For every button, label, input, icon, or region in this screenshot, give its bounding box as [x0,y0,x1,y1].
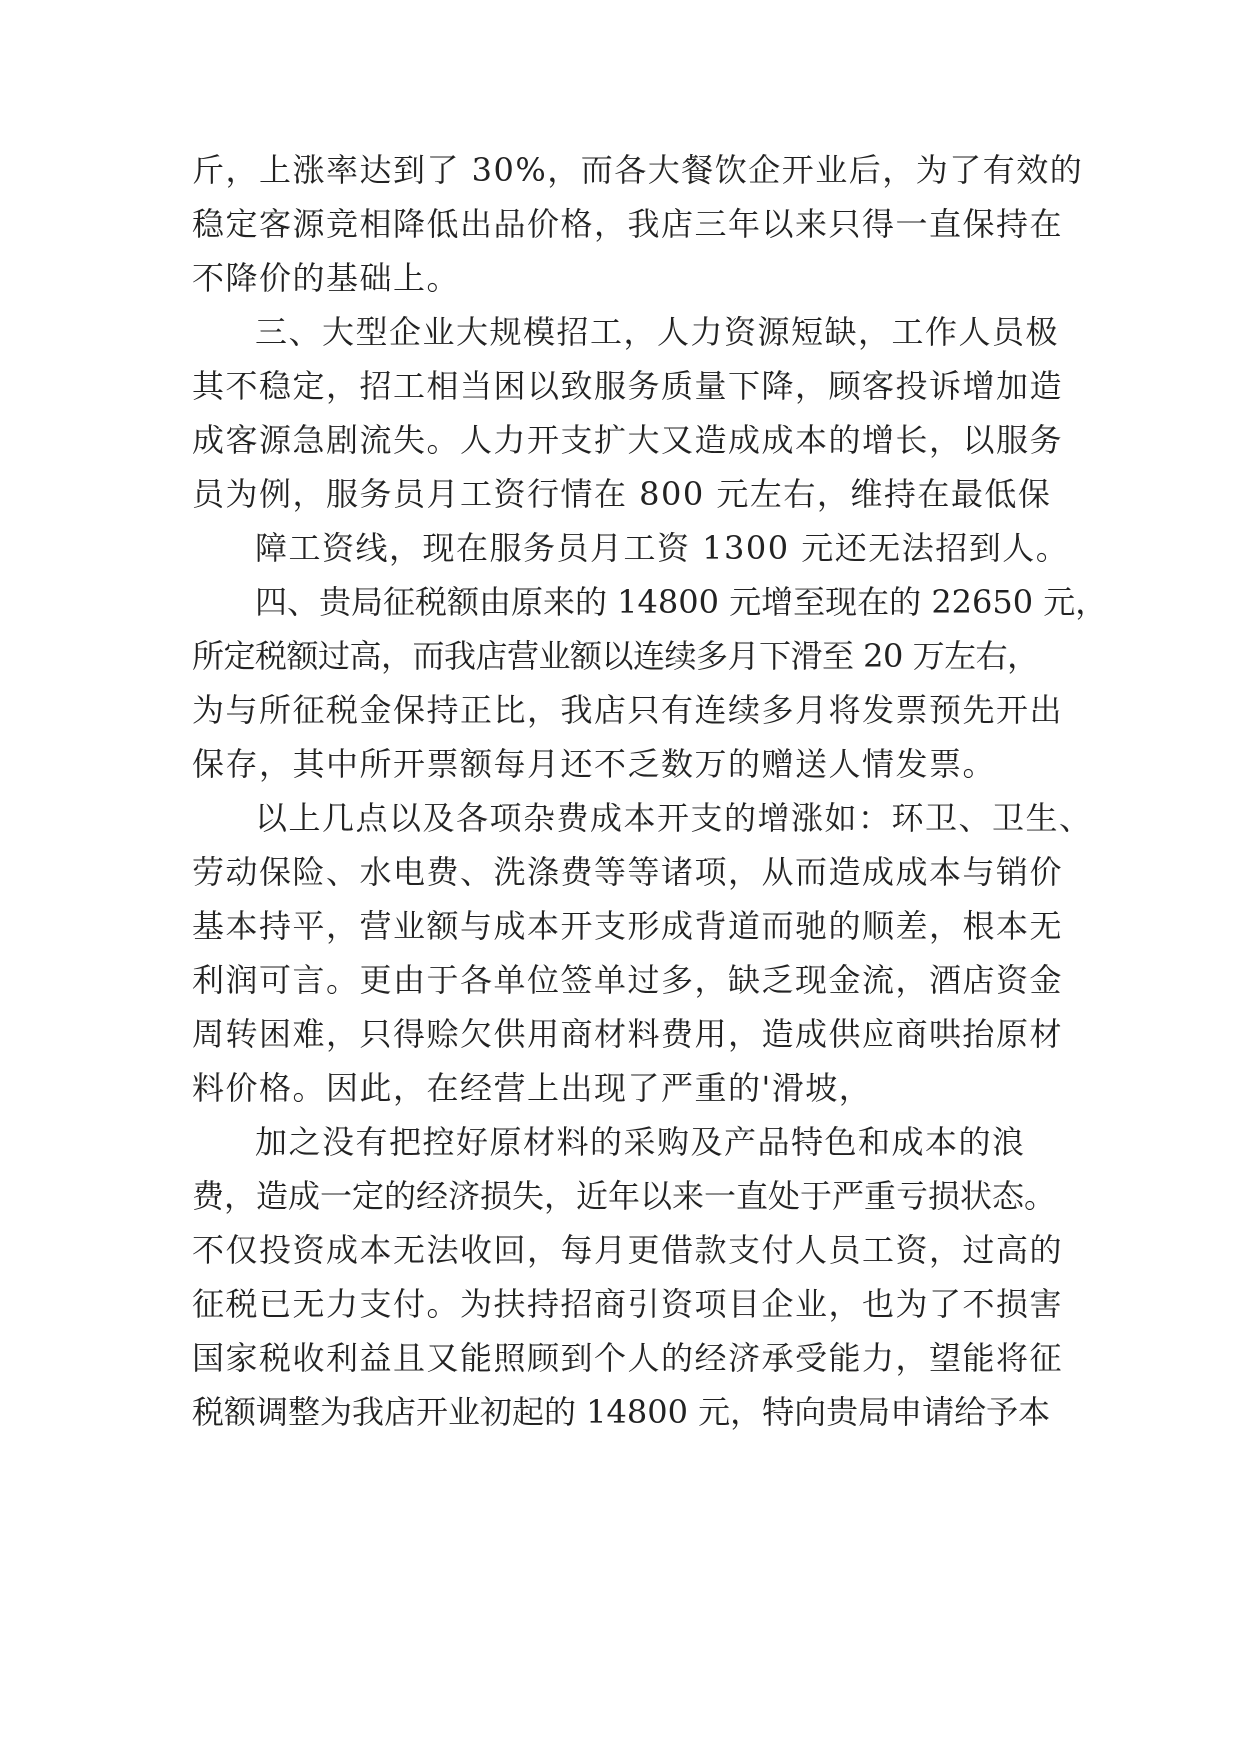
text-line: 基本持平，营业额与成本开支形成背道而驰的顺差，根本无 [192,907,1064,945]
text-line: 利润可言。更由于各单位签单过多，缺乏现金流，酒店资金 [192,961,1064,999]
text-line: 员为例，服务员月工资行情在 800 元左右，维持在最低保 [192,475,1052,513]
text-line: 税额调整为我店开业初起的 14800 元，特向贵局申请给予本 [192,1393,1051,1431]
text-line: 不降价的基础上。 [192,259,461,297]
text-line: 四、贵局征税额由原来的 14800 元增至现在的 22650 元， [255,583,1108,621]
text-line: 国家税收利益且又能照顾到个人的经济承受能力，望能将征 [192,1339,1064,1377]
text-line: 劳动保险、水电费、洗涤费等等诸项，从而造成成本与销价 [192,853,1064,891]
text-line: 费，造成一定的经济损失，近年以来一直处于严重亏损状态。 [192,1177,1057,1215]
text-line: 稳定客源竞相降低出品价格，我店三年以来只得一直保持在 [192,205,1064,243]
text-line: 为与所征税金保持正比，我店只有连续多月将发票预先开出 [192,691,1064,729]
text-line: 以上几点以及各项杂费成本开支的增涨如：环卫、卫生、 [255,799,1093,837]
text-line: 所定税额过高，而我店营业额以连续多月下滑至 20 万左右， [192,637,1039,675]
text-line: 成客源急剧流失。人力开支扩大又造成成本的增长，以服务 [192,421,1064,459]
text-line: 保存，其中所开票额每月还不乏数万的赠送人情发票。 [192,745,997,783]
text-line: 加之没有把控好原材料的采购及产品特色和成本的浪 [255,1123,1026,1161]
text-line: 其不稳定，招工相当困以致服务质量下降，顾客投诉增加造 [192,367,1064,405]
text-line: 障工资线，现在服务员月工资 1300 元还无法招到人。 [255,529,1070,567]
text-line: 三、大型企业大规模招工，人力资源短缺，工作人员极 [255,313,1060,351]
text-line: 斤，上涨率达到了 30%，而各大餐饮企开业后，为了有效的 [192,151,1084,189]
text-line: 料价格。因此，在经营上出现了严重的'滑坡， [192,1069,873,1107]
text-line: 征税已无力支付。为扶持招商引资项目企业，也为了不损害 [192,1285,1064,1323]
text-line: 周转困难，只得赊欠供用商材料费用，造成供应商哄抬原材 [192,1015,1064,1053]
text-line: 不仅投资成本无法收回，每月更借款支付人员工资，过高的 [192,1231,1064,1269]
